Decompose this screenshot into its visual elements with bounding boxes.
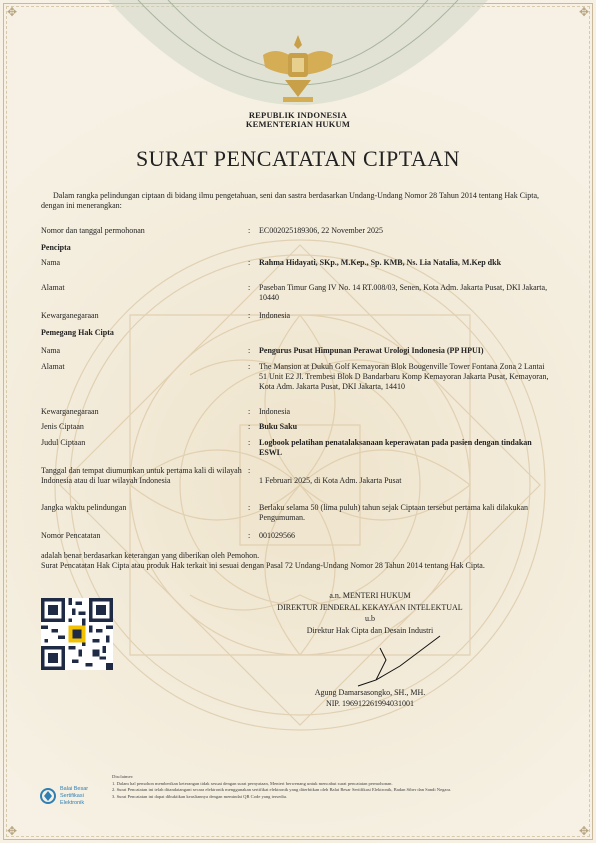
term-value: Berlaku selama 50 (lima puluh) tahun sejak Ciptaan tersebut pertama kali dilakukan Pengumuman.: [259, 503, 529, 522]
field-label: Tanggal dan tempat diumumkan untuk pertama kali di wilayah Indonesia atau di luar wilayah Indonesia: [41, 466, 242, 485]
document-title: SURAT PENCATATAN CIPTAAN: [135, 146, 461, 171]
corner-ornament: ✥: [6, 824, 18, 838]
colon: :: [248, 422, 251, 431]
signature-mark: [340, 630, 460, 690]
disclaimer-heading: Disclaimer:: [112, 774, 134, 779]
signatory-name: Agung Damarsasongko, SH., MH.: [314, 688, 426, 697]
disclaimer-line: 1. Dalam hal pemohon memberikan keterangan tidak sesuai dengan surat pernyataan, Menteri berwenang untuk mencabut surat pencatatan permohonan.: [112, 780, 393, 786]
field-label: Nomor Pencatatan: [41, 531, 101, 540]
announce-value: 1 Februari 2025, di Kota Adm. Jakarta Pusat: [259, 476, 402, 485]
signatory-line: a.n. MENTERI HUKUM: [329, 591, 411, 600]
country-name: REPUBLIK INDONESIA: [248, 110, 348, 120]
qr-code-icon[interactable]: [41, 598, 113, 670]
disclaimer-line: 2. Surat Pencatatan ini telah ditandatangani secara elektronik menggunakan sertifikat elektronik yang diterbitkan oleh Balai Besar Sertifikasi Elektronik, Badan Siber dan Sandi Negara.: [112, 787, 452, 792]
field-label: Jenis Ciptaan: [41, 422, 84, 431]
colon: :: [248, 438, 251, 447]
closing-statement: [41, 551, 551, 571]
holder-address: The Mansion at Dukuh Golf Kemayoran Blok Bougenville Tower Fontana Zona 2 Lantai 51 Unit E2 Jl. Trembesi Blok D Bandarbaru Komp Kemayoran Jakarta Pusat, Kemayoran, Kota Adm. Jakarta Pusat, DKI Jakarta, 14410: [259, 362, 549, 391]
section-holder: Pemegang Hak Cipta: [41, 328, 114, 337]
field-label: Alamat: [41, 362, 65, 371]
intro-paragraph: Dalam rangka pelindungan ciptaan di bidang ilmu pengetahuan, seni dan sastra berdasarkan Undang-Undang Nomor 28 Tahun 2014 tentang Hak Cipta, dengan ini menerangkan:: [41, 191, 540, 210]
signatory-line: DIREKTUR JENDERAL KEKAYAAN INTELEKTUAL: [277, 603, 463, 612]
corner-ornament: ✥: [578, 824, 590, 838]
colon: :: [248, 283, 251, 292]
signatory-nip: NIP. 196912261994031001: [325, 699, 414, 708]
colon: :: [248, 407, 251, 416]
field-label: Jangka waktu pelindungan: [41, 503, 127, 512]
field-label: Nama: [41, 258, 61, 267]
field-label: Kewarganegaraan: [41, 311, 99, 320]
work-type: Buku Saku: [259, 422, 298, 431]
record-number: 001029566: [259, 531, 295, 540]
colon: :: [248, 226, 251, 235]
colon: :: [248, 258, 251, 267]
field-value: EC002025189306, 22 November 2025: [259, 226, 383, 235]
holder-name: Pengurus Pusat Himpunan Perawat Urologi Indonesia (PP HPUI): [259, 346, 484, 355]
creator-name: Rahma Hidayati, SKp., M.Kep., Sp. KMB, Ns. Lia Natalia, M.Kep dkk: [259, 258, 502, 267]
signatory-line: u.b: [365, 614, 375, 623]
colon: :: [248, 311, 251, 320]
colon: :: [248, 531, 251, 540]
field-label: Alamat: [41, 283, 65, 292]
disclaimer-line: 3. Surat Pencatatan ini dapat dibuktikan keasliannya dengan memindai QR Code yang tersedia.: [112, 793, 288, 799]
colon: :: [248, 466, 251, 475]
corner-ornament: ✥: [578, 5, 590, 19]
garuda-emblem-icon: [255, 25, 341, 111]
closing-line: adalah benar berdasarkan keterangan yang diberikan oleh Pemohon.: [41, 551, 260, 560]
bsre-logo: [40, 782, 120, 810]
colon: :: [248, 362, 251, 371]
work-title: Logbook pelatihan penatalaksanaan keperawatan pada pasien dengan tindakan ESWL: [259, 438, 532, 457]
logo-text: Elektronik: [60, 800, 85, 806]
holder-nationality: Indonesia: [259, 407, 291, 416]
closing-line: Surat Pencatatan Hak Cipta atau produk Hak terkait ini sesuai dengan Pasal 72 Undang-Undang Nomor 28 Tahun 2014 tentang Hak Cipta.: [41, 561, 485, 570]
field-label: Nama: [41, 346, 61, 355]
disclaimer: [112, 774, 562, 800]
creator-nationality: Indonesia: [259, 311, 291, 320]
corner-ornament: ✥: [6, 5, 18, 19]
logo-text: Sertifikasi: [60, 793, 84, 799]
section-creator: Pencipta: [41, 243, 71, 252]
field-label: Kewarganegaraan: [41, 407, 99, 416]
creator-address: Paseban Timur Gang IV No. 14 RT.008/03, Senen, Kota Adm. Jakarta Pusat, DKI Jakarta, 10440: [259, 283, 548, 302]
field-label: Judul Ciptaan: [41, 438, 86, 447]
colon: :: [248, 346, 251, 355]
field-label: Nomor dan tanggal permohonan: [41, 226, 145, 235]
signatory-line: Direktur Hak Cipta dan Desain Industri: [306, 626, 434, 635]
colon: :: [248, 503, 251, 512]
ministry-name: KEMENTERIAN HUKUM: [245, 119, 351, 129]
logo-text: Balai Besar: [60, 786, 89, 792]
